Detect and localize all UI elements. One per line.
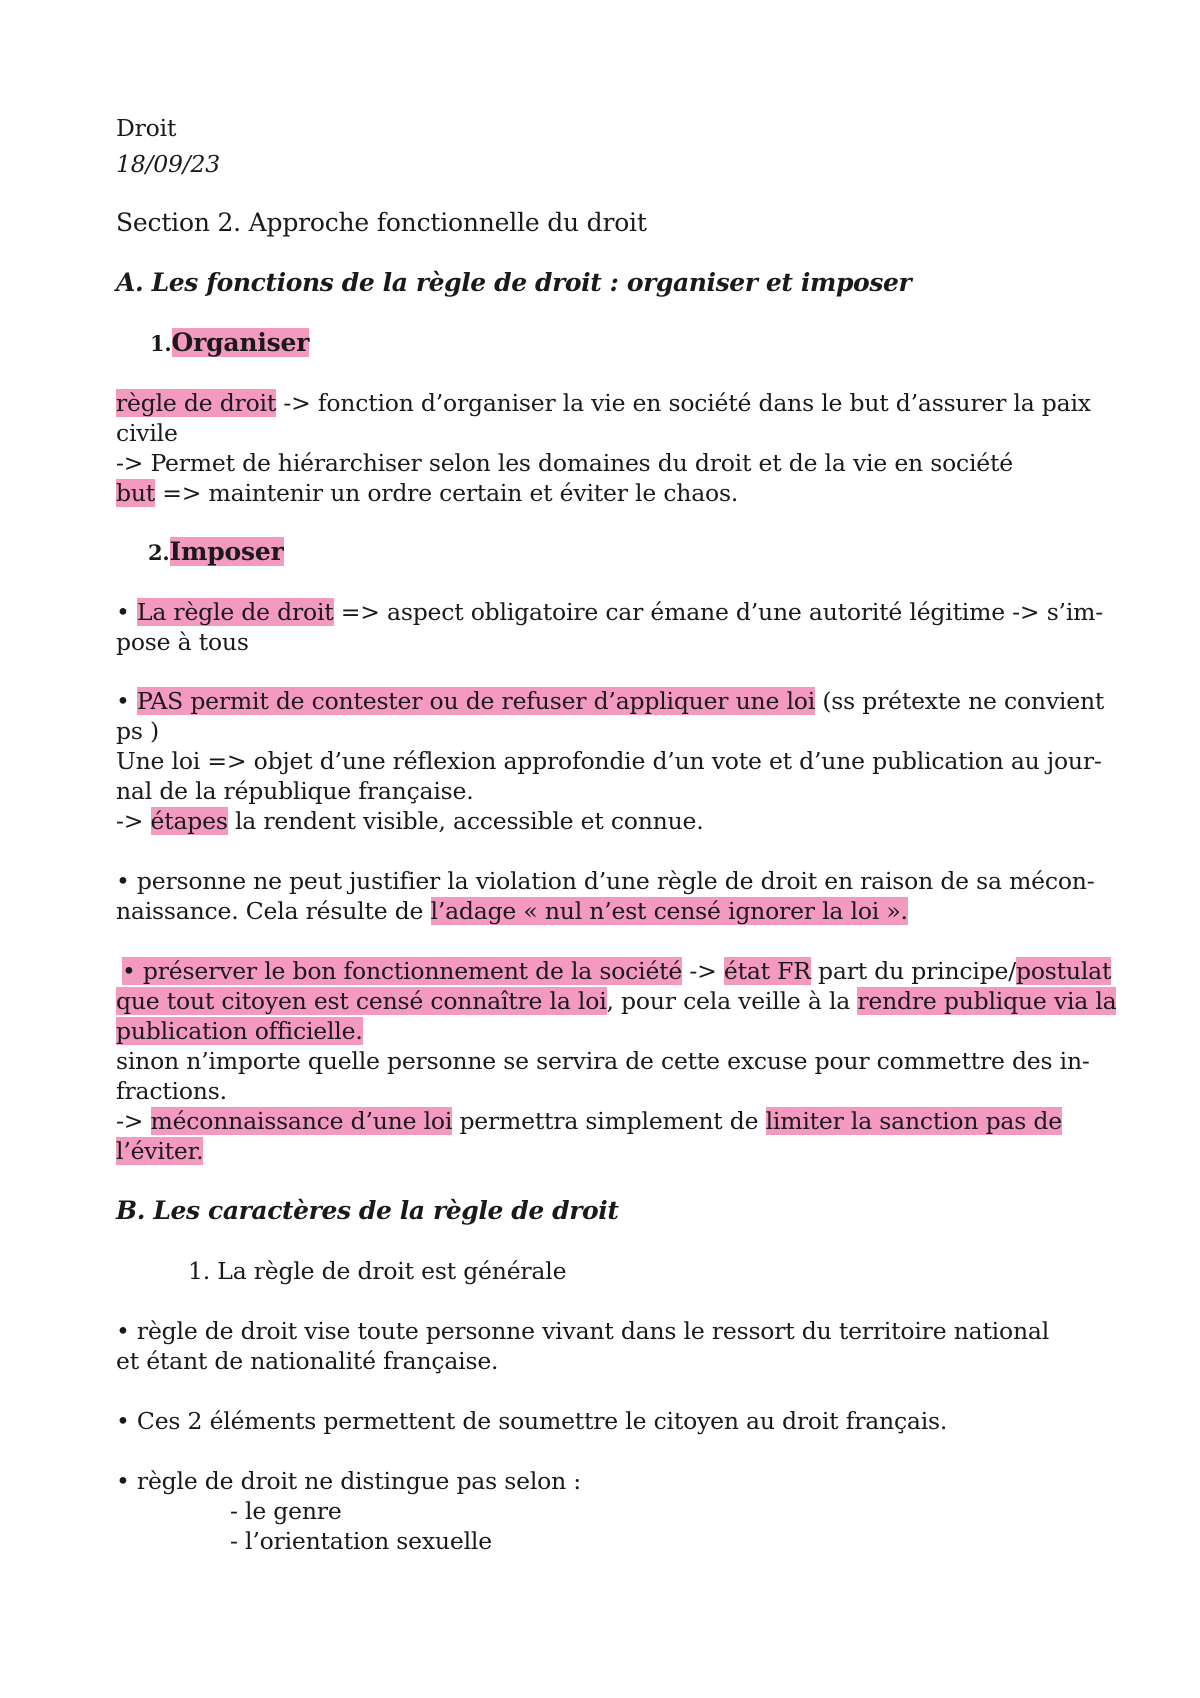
subheading-organiser	[150, 328, 309, 359]
text: -> fonction d’organiser la vie en société dans le but d’assurer la paix	[276, 389, 1091, 417]
paragraph-line	[116, 1136, 203, 1166]
highlight: • préserver le bon fonctionnement de la société	[122, 957, 683, 985]
part-a-heading: A. Les fonctions de la règle de droit : organiser et imposer	[116, 268, 912, 297]
highlight: publication officielle.	[116, 1017, 363, 1045]
highlight: règle de droit	[116, 389, 277, 417]
text: naissance. Cela résulte de	[116, 897, 431, 925]
paragraph-line	[116, 388, 1091, 418]
highlight: limiter la sanction pas de	[765, 1107, 1062, 1135]
subheading-number: 1.	[150, 331, 172, 356]
text: , pour cela veille à la	[606, 987, 858, 1015]
highlight: méconnaissance d’une loi	[150, 1107, 453, 1135]
highlight: rendre publique via la	[857, 987, 1117, 1015]
doc-title: Droit	[116, 114, 177, 142]
paragraph-line: civile	[116, 419, 178, 447]
paragraph-line: Une loi => objet d’une réflexion approfondie d’un vote et d’une publication au jour-	[116, 747, 1102, 775]
part-b-subheading: 1. La règle de droit est générale	[188, 1257, 567, 1285]
paragraph-line: -> Permet de hiérarchiser selon les domaines du droit et de la vie en société	[116, 449, 1013, 477]
text: la rendent visible, accessible et connue.	[227, 807, 704, 835]
doc-date: 18/09/23	[116, 150, 220, 178]
highlight: but	[116, 479, 156, 507]
subheading-number: 2.	[148, 540, 170, 565]
bullet-line	[122, 956, 1111, 986]
paragraph-line: nal de la république française.	[116, 777, 474, 805]
paragraph-line: pose à tous	[116, 628, 249, 656]
paragraph-line	[116, 1016, 363, 1046]
bullet-line: • Ces 2 éléments permettent de soumettre le citoyen au droit français.	[116, 1407, 948, 1435]
text: part du principe/	[810, 957, 1016, 985]
paragraph-line: fractions.	[116, 1077, 227, 1105]
bullet: •	[116, 598, 137, 626]
text: => aspect obligatoire car émane d’une autorité légitime -> s’im-	[333, 598, 1103, 626]
subheading-title: Imposer	[169, 537, 284, 566]
highlight: que tout citoyen est censé connaître la loi	[116, 987, 607, 1015]
bullet-line	[116, 686, 1104, 716]
highlight: postulat	[1015, 957, 1112, 985]
paragraph-line: sinon n’importe quelle personne se servira de cette excuse pour commettre des in-	[116, 1047, 1090, 1075]
paragraph-line	[116, 806, 704, 836]
list-item: - le genre	[230, 1497, 342, 1525]
bullet-line: • règle de droit ne distingue pas selon :	[116, 1467, 582, 1495]
paragraph-line	[116, 478, 738, 508]
paragraph-line	[116, 986, 1116, 1016]
paragraph-line	[116, 1106, 1062, 1136]
paragraph-line: et étant de nationalité française.	[116, 1347, 499, 1375]
section-heading: Section 2. Approche fonctionnelle du droit	[116, 208, 647, 237]
part-b-heading: B. Les caractères de la règle de droit	[116, 1196, 619, 1225]
bullet-line	[116, 597, 1103, 627]
highlight: La règle de droit	[136, 598, 334, 626]
bullet: •	[116, 687, 137, 715]
highlight: PAS permit de contester ou de refuser d’appliquer une loi	[136, 687, 816, 715]
subheading-title: Organiser	[171, 328, 310, 357]
text: (ss prétexte ne convient	[815, 687, 1105, 715]
bullet-line: • règle de droit vise toute personne vivant dans le ressort du territoire national	[116, 1317, 1050, 1345]
highlight: étapes	[150, 807, 228, 835]
highlight: l’adage « nul n’est censé ignorer la loi ».	[430, 897, 908, 925]
text: => maintenir un ordre certain et éviter le chaos.	[155, 479, 739, 507]
text: ->	[116, 807, 151, 835]
list-item: - l’orientation sexuelle	[230, 1527, 492, 1555]
paragraph-line	[116, 896, 908, 926]
bullet-line: • personne ne peut justifier la violation d’une règle de droit en raison de sa mécon-	[116, 867, 1095, 895]
text: ->	[682, 957, 724, 985]
paragraph-line: ps )	[116, 717, 159, 745]
text: ->	[116, 1107, 151, 1135]
highlight: l’éviter.	[116, 1137, 204, 1165]
highlight: état FR	[723, 957, 811, 985]
subheading-imposer	[148, 537, 284, 568]
text: permettra simplement de	[452, 1107, 766, 1135]
